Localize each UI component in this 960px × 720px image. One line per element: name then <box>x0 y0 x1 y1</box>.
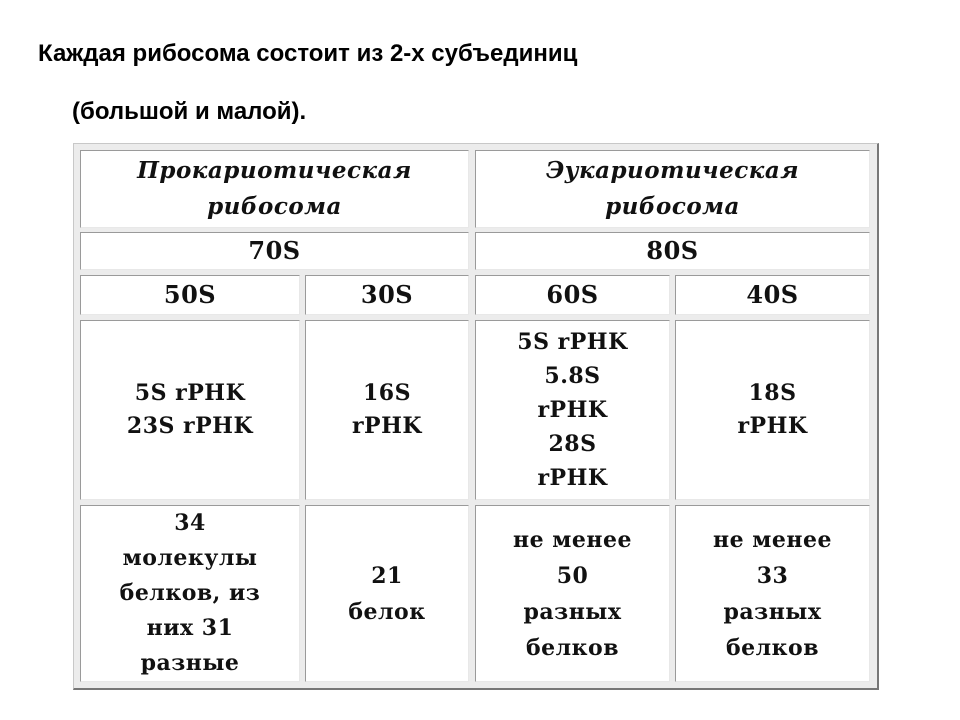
protein-line: молекулы <box>122 545 258 571</box>
rrna-line: 5S rPHK <box>134 380 246 406</box>
subunit-40s-proteins <box>675 505 870 682</box>
heading-line-1: Каждая рибосома состоит из 2-х субъединиц <box>38 40 578 67</box>
eukaryotic-sedimentation <box>475 232 870 270</box>
ribosome-table <box>73 143 879 690</box>
subunit-40s-name <box>675 275 870 315</box>
protein-line: них 31 <box>146 615 234 641</box>
protein-line: разных <box>523 598 622 625</box>
rrna-line: 18S <box>748 380 797 406</box>
protein-line: 33 <box>756 562 789 589</box>
subunit-30s-name <box>305 275 469 315</box>
eukaryotic-title-line-2: рибосома <box>605 193 740 220</box>
protein-line: белков, из <box>119 580 261 606</box>
protein-line: разных <box>723 598 822 625</box>
subunit-60s-name <box>475 275 670 315</box>
prokaryotic-title-line-1: Прокариотическая <box>137 157 412 184</box>
rrna-line: rPHK <box>537 397 608 423</box>
protein-line: 34 <box>174 510 206 536</box>
protein-line: не менее <box>713 526 832 553</box>
subunit-50s-name <box>80 275 300 315</box>
heading-line-2: (большой и малой). <box>72 98 307 125</box>
rrna-line: 16S <box>362 380 411 406</box>
subunit-50s-label: 50S <box>163 280 217 309</box>
rrna-line: 23S rPHK <box>126 413 254 439</box>
eukaryotic-title-cell <box>475 150 870 228</box>
rrna-line: 5S rPHK <box>517 329 628 355</box>
subunit-30s-proteins <box>305 505 469 682</box>
eukaryotic-title-line-1: Эукариотическая <box>545 157 800 184</box>
subunit-60s-rrna <box>475 320 670 500</box>
subunit-40s-rrna <box>675 320 870 500</box>
prokaryotic-title-line-2: рибосома <box>207 193 342 220</box>
subunit-50s-proteins <box>80 505 300 682</box>
subunit-30s-label: 30S <box>360 280 414 309</box>
protein-line: 50 <box>556 562 589 589</box>
prokaryotic-title-cell <box>80 150 469 228</box>
protein-line: разные <box>140 650 240 676</box>
subunit-60s-proteins <box>475 505 670 682</box>
protein-line: белок <box>348 598 426 625</box>
rrna-line: rPHK <box>737 413 808 439</box>
eukaryotic-sedimentation-value: 80S <box>646 236 699 265</box>
prokaryotic-sedimentation-value: 70S <box>248 236 301 265</box>
subunit-30s-rrna <box>305 320 469 500</box>
protein-line: белков <box>725 634 820 661</box>
rrna-line: 28S <box>548 431 597 457</box>
subunit-60s-label: 60S <box>546 280 599 309</box>
protein-line: 21 <box>371 562 403 589</box>
protein-line: не менее <box>513 526 632 553</box>
protein-line: белков <box>525 634 620 661</box>
rrna-line: rPHK <box>351 413 423 439</box>
rrna-line: rPHK <box>537 465 608 491</box>
subunit-50s-rrna <box>80 320 300 500</box>
rrna-line: 5.8S <box>544 363 601 389</box>
prokaryotic-sedimentation <box>80 232 469 270</box>
subunit-40s-label: 40S <box>746 280 799 309</box>
